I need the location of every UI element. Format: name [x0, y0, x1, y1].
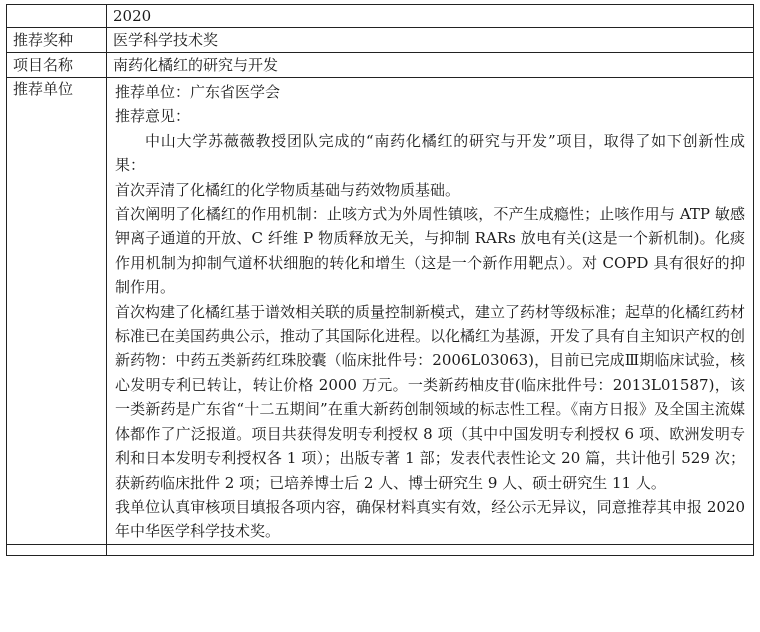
project-name-row — [7, 53, 754, 78]
award-type-label: 推荐奖种 — [7, 28, 107, 53]
recommending-unit-label: 推荐单位 — [7, 78, 107, 545]
year-value: 2020 — [107, 5, 754, 28]
project-name-value: 南药化橘红的研究与开发 — [107, 53, 754, 78]
award-type-row — [7, 28, 754, 53]
project-name-label: 项目名称 — [7, 53, 107, 78]
recommending-unit-row — [7, 78, 754, 545]
achievement-paragraph-2: 首次阐明了化橘红的作用机制：止咳方式为外周性镇咳，不产生成瘾性；止咳作用与 ATP 敏感钾离子通道的开放、C 纤维 P 物质释放无关，与抑制 RARs 放电有关(这是一个新机制)。化痰作用机制为抑制气道杯状细胞的转化和增生（这是一个新作用靶点）。对 COPD 具有很好的抑制作用。 — [115, 205, 745, 297]
next-row-value-cell — [107, 544, 754, 555]
award-type-value: 医学科学技术奖 — [107, 28, 754, 53]
year-label-cell — [7, 5, 107, 28]
next-row-partial — [7, 544, 754, 555]
achievement-paragraph-1: 首次弄清了化橘红的化学物质基础与药效物质基础。 — [115, 180, 461, 199]
opinion-heading: 推荐意见： — [115, 107, 191, 126]
conclusion-paragraph: 我单位认真审核项目填报各项内容，确保材料真实有效，经公示无异议，同意推荐其申报 2020 年中华医学科学技术奖。 — [115, 497, 745, 541]
year-row — [7, 5, 754, 28]
achievement-paragraph-3: 首次构建了化橘红基于谱效相关联的质量控制新模式，建立了药材等级标准；起草的化橘红药材标准已在美国药典公示，推动了其国际化进程。以化橘红为基源，开发了具有自主知识产权的创新药物：中药五类新药红珠胶囊（临床批件号：2006L03063)，目前已完成Ⅲ期临床试验，核心发明专利已转让，转让价格 2000 万元。一类新药柚皮苷(临床批件号：2013L01587)，该一类新药是广东省“十二五期间”在重大新药创制领域的标志性工程。《南方日报》及全国主流媒体都作了广泛报道。项目共获得发明专利授权 8 项（其中中国发明专利授权 6 项、欧洲发明专利和日本发明专利授权各 1 项）；出版专著 1 部；发表代表性论文 20 篇，共计他引 529 次；获新药临床批件 2 项；已培养博士后 2 人、博士研究生 9 人、硕士研究生 11 人。 — [115, 302, 746, 492]
next-row-label-cell — [7, 544, 107, 555]
recommendation-content — [107, 78, 754, 545]
unit-line: 推荐单位：广东省医学会 — [115, 83, 281, 101]
recommendation-table — [6, 4, 754, 556]
intro-paragraph: 中山大学苏薇薇教授团队完成的“南药化橘红的研究与开发”项目，取得了如下创新性成果： — [115, 131, 745, 175]
